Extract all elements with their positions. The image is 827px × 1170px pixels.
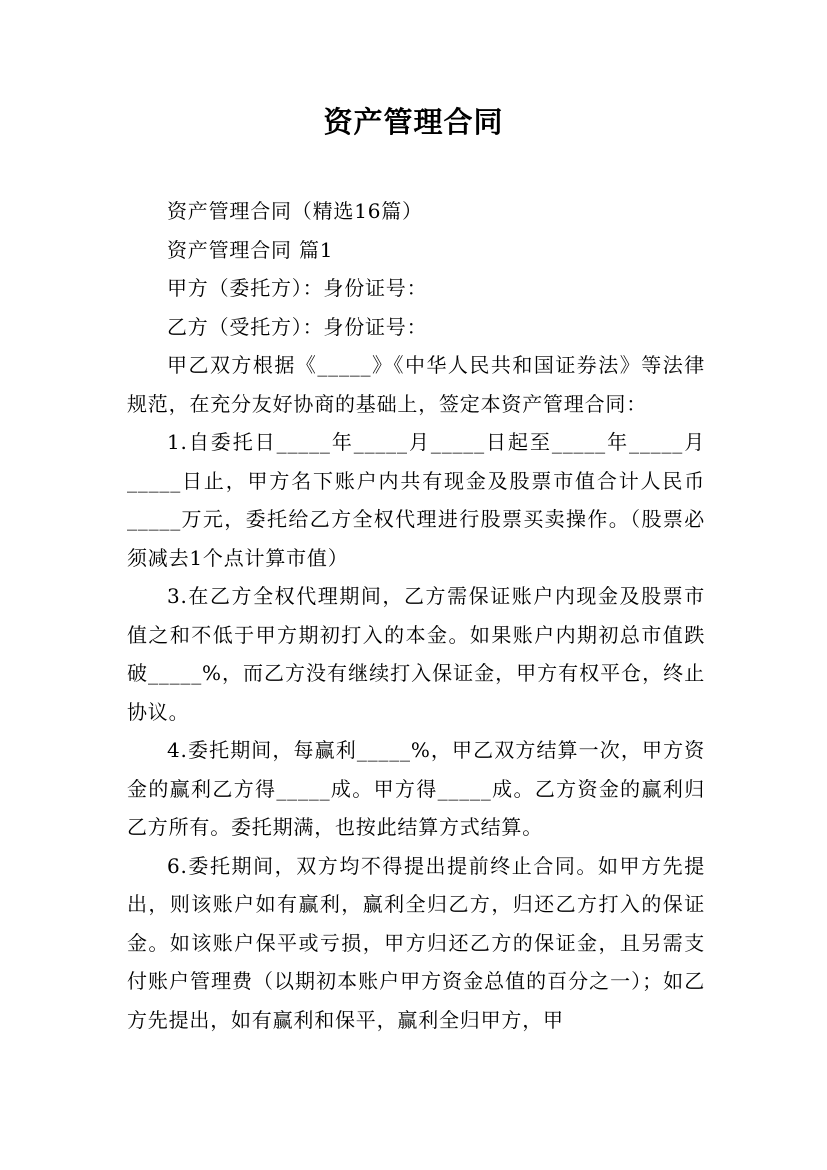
paragraph-clause-6: 6.委托期间，双方均不得提出提前终止合同。如甲方先提出，则该账户如有赢利，赢利全归乙方，归还乙方打入的保证金。如该账户保平或亏损，甲方归还乙方的保证金，且另需支付账户管理费（以期初本账户甲方资金总值的百分之一）；如乙方先提出，如有赢利和保平，赢利全归甲方，甲 (127, 853, 705, 1032)
paragraph-section-heading: 资产管理合同 篇1 (167, 237, 334, 262)
paragraph-party-b: 乙方（受托方）：身份证号： (167, 314, 428, 339)
paragraph-preamble: 甲乙双方根据《_____》《中华人民共和国证券法》等法律规范，在充分友好协商的基础上，签定本资产管理合同： (127, 353, 705, 416)
paragraph-clause-4: 4.委托期间，每赢利_____%，甲乙双方结算一次，甲方资金的赢利乙方得_____成。甲方得_____成。乙方资金的赢利归乙方所有。委托期满，也按此结算方式结算。 (127, 738, 705, 839)
paragraph-subtitle: 资产管理合同（精选16篇） (167, 199, 423, 223)
document-body (127, 192, 705, 1039)
paragraph-party-a: 甲方（委托方）：身份证号： (167, 276, 428, 300)
paragraph-clause-1: 1.自委托日_____年_____月_____日起至_____年_____月_____日止，甲方名下账户内共有现金及股票市值合计人民币_____万元，委托给乙方全权代理进行股票买卖操作。（股票必须减去1个点计算市值） (127, 430, 705, 570)
paragraph-clause-3: 3.在乙方全权代理期间，乙方需保证账户内现金及股票市值之和不低于甲方期初打入的本金。如果账户内期初总市值跌破_____%，而乙方没有继续打入保证金，甲方有权平仓，终止协议。 (127, 584, 705, 724)
document-title: 资产管理合同 (323, 105, 504, 139)
